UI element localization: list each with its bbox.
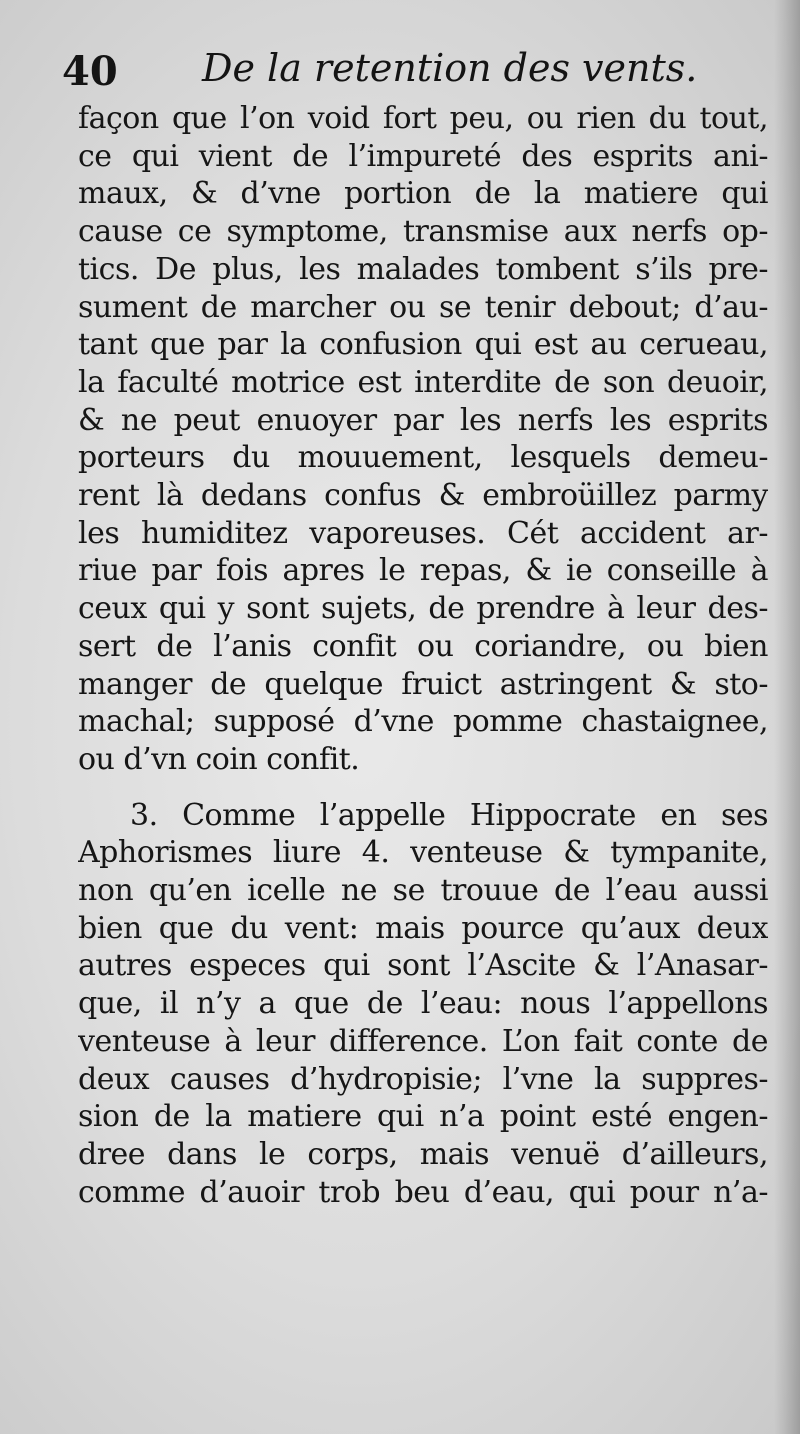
text-line: la faculté motrice est interdite de son deuoir, xyxy=(78,364,768,400)
page-number: 40 xyxy=(62,48,118,95)
page-edge-shadow xyxy=(774,0,800,1434)
running-title: De la retention des vents. xyxy=(202,46,698,90)
text-line: cause ce symptome, transmise aux nerfs op- xyxy=(78,214,768,250)
paragraph-2 xyxy=(78,797,768,1212)
text-line: bien que du vent: mais pource qu’aux deux xyxy=(78,910,768,946)
text-line: deux causes d’hydropisie; l’vne la suppres- xyxy=(78,1061,768,1097)
text-line: autres especes qui sont l’Ascite & l’Anasar- xyxy=(78,948,768,984)
page-header xyxy=(62,42,762,102)
text-line: machal; supposé d’vne pomme chastaignee, xyxy=(78,704,768,740)
text-line: 3. Comme l’appelle Hippocrate en ses xyxy=(130,797,768,833)
body-text xyxy=(78,100,768,1211)
text-line: rent là dedans confus & embroüillez parmy xyxy=(78,478,768,514)
text-line: ou d’vn coin confit. xyxy=(78,741,360,777)
text-line: que, il n’y a que de l’eau: nous l’appellons xyxy=(78,986,768,1022)
text-line: dree dans le corps, mais venuë d’ailleurs, xyxy=(78,1136,768,1172)
text-line: riue par fois apres le repas, & ie conseille à xyxy=(78,553,768,589)
text-line: sion de la matiere qui n’a point esté engen- xyxy=(78,1099,768,1135)
text-line: porteurs du mouuement, lesquels demeu- xyxy=(78,440,768,476)
text-line: venteuse à leur difference. L’on fait conte de xyxy=(78,1023,768,1059)
text-line: Aphorismes liure 4. venteuse & tympanite, xyxy=(78,835,768,871)
text-line: tics. De plus, les malades tombent s’ils pre- xyxy=(78,251,768,287)
text-line: sument de marcher ou se tenir debout; d’au- xyxy=(78,289,768,325)
paragraph-gap xyxy=(78,779,768,797)
text-line: sert de l’anis confit ou coriandre, ou bien xyxy=(78,628,768,664)
text-line: façon que l’on void fort peu, ou rien du tout, xyxy=(78,101,768,136)
text-line: tant que par la confusion qui est au cerueau, xyxy=(78,327,768,363)
paragraph-1 xyxy=(78,100,768,779)
text-line: les humiditez vaporeuses. Cét accident ar- xyxy=(78,515,768,551)
text-line: ce qui vient de l’impureté des esprits ani- xyxy=(78,138,768,174)
text-line: maux, & d’vne portion de la matiere qui xyxy=(78,176,768,212)
text-line: ceux qui y sont sujets, de prendre à leur des- xyxy=(78,591,768,627)
text-line: non qu’en icelle ne se trouue de l’eau aussi xyxy=(78,873,768,909)
text-line: & ne peut enuoyer par les nerfs les esprits xyxy=(78,402,768,438)
text-line: manger de quelque fruict astringent & sto- xyxy=(78,666,768,702)
text-line: comme d’auoir trob beu d’eau, qui pour n’a- xyxy=(78,1174,768,1210)
